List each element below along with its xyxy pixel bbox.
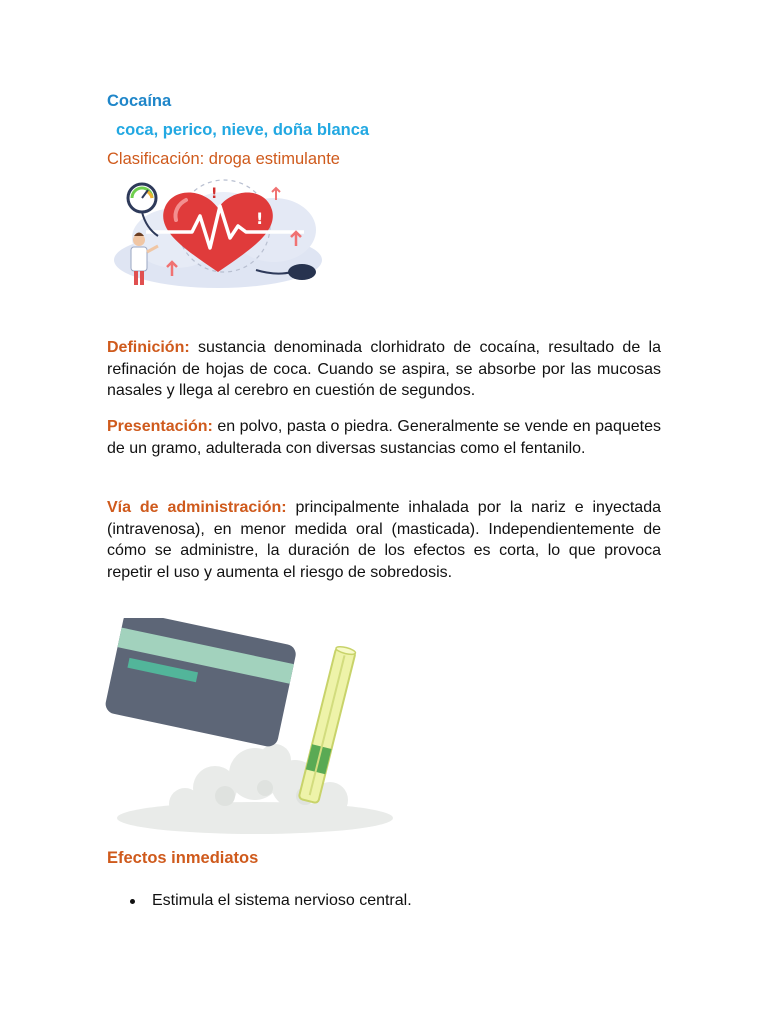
presentation-paragraph: [107, 416, 661, 459]
svg-text:!: !: [256, 209, 264, 228]
administration-paragraph: [107, 497, 661, 583]
card-and-rolled-bill-illustration: [105, 618, 395, 838]
administration-label: Vía de administración:: [107, 499, 287, 516]
svg-text:!: !: [211, 186, 218, 202]
effects-heading: Efectos inmediatos: [107, 849, 259, 867]
definition-paragraph: [107, 337, 661, 402]
classification-text: Clasificación: droga estimulante: [107, 150, 340, 168]
heart-monitor-illustration: [106, 176, 324, 292]
aliases-text: coca, perico, nieve, doña blanca: [116, 121, 370, 139]
definition-text: sustancia denominada clorhidrato de cocaína, resultado de la refinación de hojas de coca. Cuando se aspira, se absorbe por las mucosas nasales y llega al cerebro en cuestión de segundos.: [107, 339, 661, 399]
document-title: Cocaína: [107, 92, 172, 110]
administration-text: principalmente inhalada por la nariz e inyectada (intravenosa), en menor medida oral (masticada). Independientemente de cómo se administre, la duración de los efectos es corta, lo que provoca repetir el uso y aumenta el riesgo de sobredosis.: [107, 499, 661, 581]
list-item: Estimula el sistema nervioso central.: [128, 890, 412, 911]
definition-label: Definición:: [107, 339, 190, 356]
effects-list: [128, 890, 412, 911]
presentation-label: Presentación:: [107, 418, 213, 435]
presentation-text: en polvo, pasta o piedra. Generalmente se vende en paquetes de un gramo, adulterada con diversas sustancias como el fentanilo.: [107, 418, 661, 457]
